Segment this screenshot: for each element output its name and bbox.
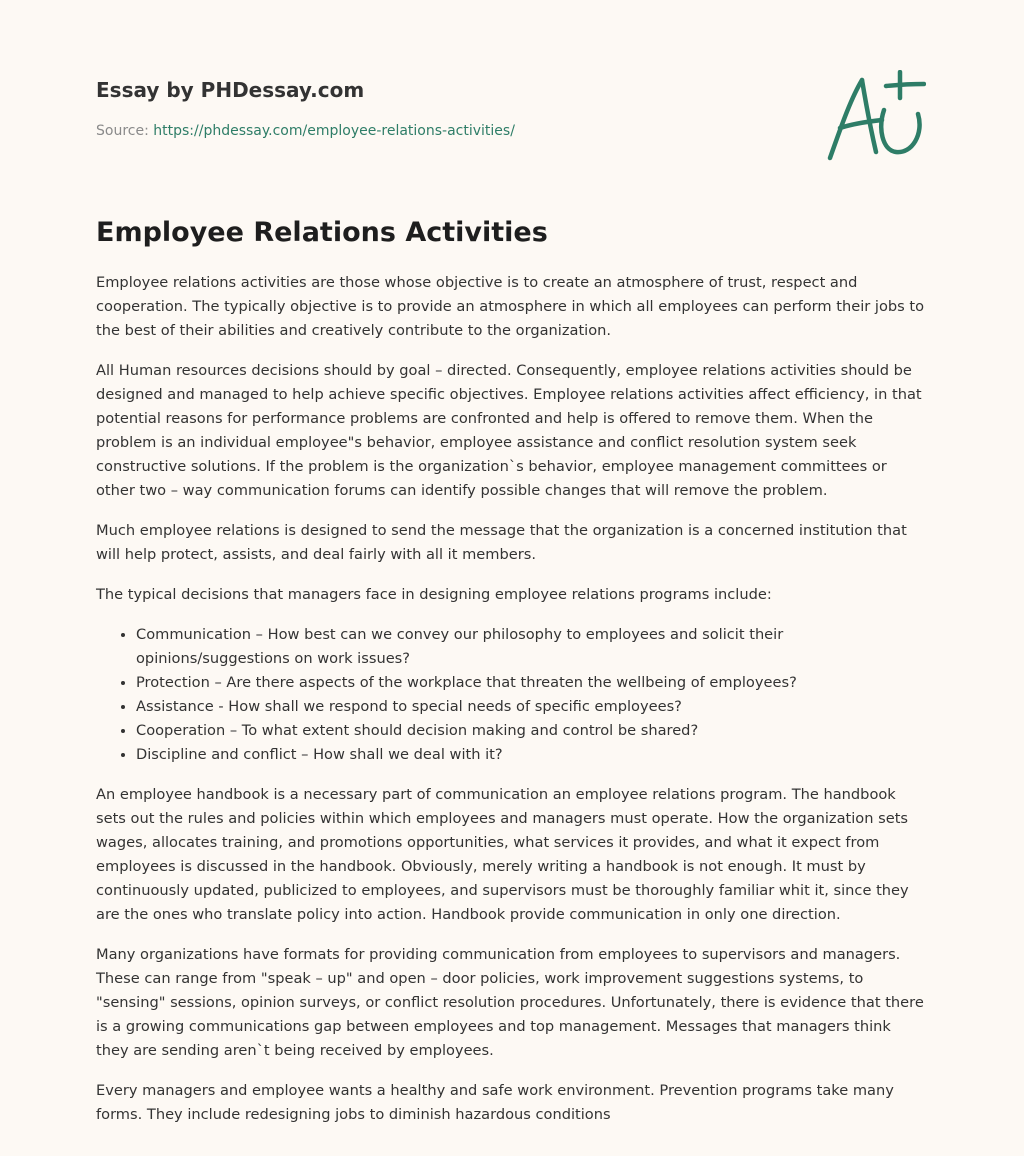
essay-title: Employee Relations Activities: [96, 217, 548, 248]
source-link[interactable]: https://phdessay.com/employee-relations-activities/: [153, 123, 515, 139]
list-item: • Communication – How best can we convey our philosophy to employees and solicit their opinions/suggestions on work issues?: [136, 623, 928, 671]
paragraph: Every managers and employee wants a healthy and safe work environment. Prevention programs take many forms. They include redesigning jobs to diminish hazardous conditions: [96, 1082, 894, 1123]
paragraph: An employee handbook is a necessary part of communication an employee relations program. The handbook sets out the rules and policies within which employees and managers must operate. How the organization sets wages, allocates training, and promotions opportunities, what services it provides, and what it expect from employees is discussed in the handbook. Obviously, merely writing a handbook is not enough. It must by continuously updated, publicized to employees, and supervisors must be thoroughly familiar whit it, since they are the ones who translate policy into action. Handbook provide communication in only one direction.: [96, 786, 909, 923]
source-label: Source:: [96, 123, 154, 139]
source-line: [96, 121, 928, 141]
a-plus-grade-icon: [826, 70, 926, 164]
list-item: • Discipline and conflict – How shall we deal with it?: [136, 743, 928, 767]
decisions-list: [96, 623, 928, 767]
paragraph: Much employee relations is designed to send the message that the organization is a concerned institution that will help protect, assists, and deal fairly with all it members.: [96, 522, 907, 563]
list-item: • Cooperation – To what extent should decision making and control be shared?: [136, 719, 928, 743]
paragraph: All Human resources decisions should by goal – directed. Consequently, employee relations activities should be designed and managed to help achieve specific objectives. Employee relations activities affect efficiency, in that potential reasons for performance problems are confronted and help is offered to remove them. When the problem is an individual employee"s behavior, employee assistance and conflict resolution system seek constructive solutions. If the problem is the organization`s behavior, employee management committees or other two – way communication forums can identify possible changes that will remove the problem.: [96, 362, 922, 499]
site-brand: Essay by PHDessay.com: [96, 78, 365, 102]
list-item: • Assistance - How shall we respond to special needs of specific employees?: [136, 695, 928, 719]
list-item: • Protection – Are there aspects of the workplace that threaten the wellbeing of employees?: [136, 671, 928, 695]
paragraph: The typical decisions that managers face in designing employee relations programs include:: [96, 586, 772, 603]
paragraph: Employee relations activities are those whose objective is to create an atmosphere of trust, respect and cooperation. The typically objective is to provide an atmosphere in which all employees can perform their jobs to the best of their abilities and creatively contribute to the organization.: [96, 274, 925, 339]
essay-body: [96, 271, 928, 1127]
paragraph: Many organizations have formats for providing communication from employees to supervisors and managers. These can range from "speak – up" and open – door policies, work improvement suggestions systems, to "sensing" sessions, opinion surveys, or conflict resolution procedures. Unfortunately, there is evidence that there is a growing communications gap between employees and top management. Messages that managers think they are sending aren`t being received by employees.: [96, 946, 924, 1059]
